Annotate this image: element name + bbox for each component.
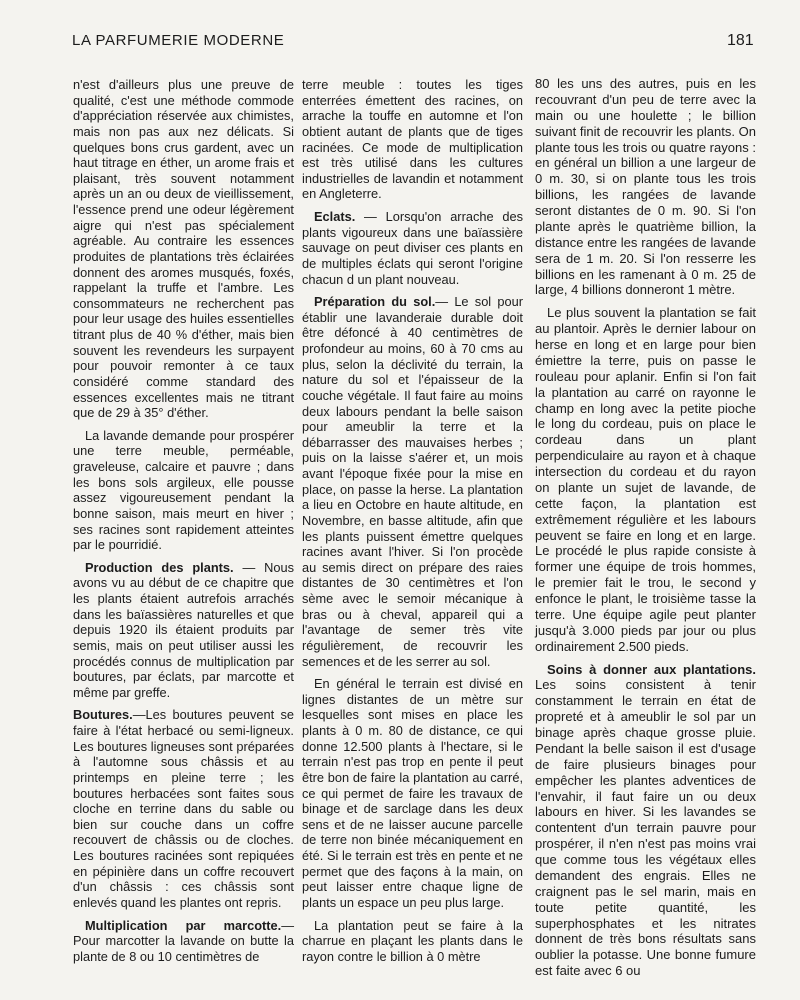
paragraph: 80 les uns des autres, puis en les recouvrant d'un peu de terre avec la main ou une houlette ; le billion suivant finit de recouvrir les plants. On plante tous les trois ou quatre rayons : en général un billion a une largeur de 0 m. 30, si on plante tous les trois billions, les rangées de lavande seront distantes de 0 m. 90. Si l'on plante après le quatrième billion, la distance entre les rangées de lavande sera de 1 m. 20. Si l'on resserre les billions en les ramenant à 0 m. 25 de large, 4 billions donneront 1 mètre. xyxy=(535,76,756,298)
paragraph: Eclats. — Lorsqu'on arrache des plants vigoureux dans une baïassière sauvage on peut diviser ces plants en de multiples éclats qui seront l'origine chacun d un plant nouveau. xyxy=(302,209,523,287)
paragraph: n'est d'ailleurs plus une preuve de qualité, c'est une méthode commode d'appréciation réservée aux chimistes, mais non pas aux nez délicats. Si quelques bons crus gardent, avec un haut titrage en éther, un arome frais et plaisant, très souvent notamment après un an ou deux de vieillissement, l'essence prend une odeur légèrement aigre qui n'est pas spécialement agréable. Au contraire les essences produites de plantations très éclairées donnent des aromes musqués, foxés, rappelant la truffe et l'ambre. Les consommateurs ne recherchent pas pour leur usage des huiles essentielles titrant plus de 40 % d'éther, mais bien souvent les revendeurs les surpayent pour pouvoir remonter à ce taux considéré comme standard des essences excellentes mais ne titrant que de 29 à 35° d'éther. xyxy=(73,77,294,421)
paragraph: Multiplication par marcotte.— Pour marcotter la lavande on butte la plante de 8 ou 10 centimètres de xyxy=(73,917,294,964)
paragraph: La plantation peut se faire à la charrue en plaçant les plants dans le rayon contre le billion à 0 mètre xyxy=(302,917,523,964)
paragraph: Le plus souvent la plantation se fait au plantoir. Après le dernier labour on herse en long et en large pour bien émiettre la terre, puis on passe le rouleau pour aplanir. Enfin si l'on fait la plantation au carré on rayonne le champ en long avec la petite pioche le long du cordeau, puis on place le cordeau dans un plant perpendiculaire au rayon et à chaque intersection du cordeau et du rayon on plante un sujet de lavande, de cette façon, la plantation est extrêmement régulière et les labours peuvent se faire en long et en large. Le procédé le plus rapide consiste à former une équipe de trois hommes, le premier fait le trou, le second y enfonce le plant, le troisième tasse la terre. Une équipe agile peut planter jusqu'à 3.000 pieds par jour ou plus ordinairement 2.500 pieds. xyxy=(535,305,756,654)
paragraph: Production des plants. — Nous avons vu au début de ce chapitre que les plants étaient autrefois arrachés dans les baïassières naturelles et que depuis 1920 ils étaient produits par semis, mais on peut utiliser aussi les procédés connus de multiplication par boutures, par éclats, par marcotte et même par greffe. xyxy=(73,559,294,700)
section-heading: Soins à donner aux plantations. xyxy=(547,661,756,677)
paragraph: terre meuble : toutes les tiges enterrées émettent des racines, on arrache la touffe en automne et l'on obtient autant de plants que de tiges racinées. Ce mode de multiplication est très utilisé dans les cultures industrielles de lavandin et notamment en Angleterre. xyxy=(302,77,523,202)
paragraph: Préparation du sol.— Le sol pour établir une lavanderaie durable doit être défoncé à 40 centimètres de profondeur au moins, 60 à 70 cms au plus, selon la déclivité du terrain, la nature du sol et l'épaisseur de la couche végétale. Il faut faire au moins deux labours pendant la belle saison pour ameublir la terre et la débarrasser des mauvaises herbes ; puis on la laisse s'aérer et, un mois avant l'époque fixée pour la mise en place, on passe la herse. La plantation a lieu en Octobre en haute altitude, en Novembre, en basse altitude, afin que les plants puissent émettre quelques racines avant l'hiver. Si l'on procède au semis direct on prépare des raies distantes de 30 centimètres et l'on sème avec le semoir mécanique à bras ou à cheval, appareil qui a l'avantage de semer très vite régulièrement, de recouvrir les semences et de les serrer au sol. xyxy=(302,294,524,669)
page-number: 181 xyxy=(727,32,754,49)
section-heading: Production des plants. xyxy=(85,559,234,575)
running-header-title: LA PARFUMERIE MODERNE xyxy=(72,32,285,49)
section-heading: Multiplication par marcotte. xyxy=(85,917,282,933)
paragraph: Soins à donner aux plantations. Les soins consistent à tenir constamment le terrain en état de propreté et à ameublir le sol par un binage après chaque grosse pluie. Pendant la belle saison il est d'usage de faire plusieurs binages pour empêcher les plantes adventices de l'envahir, il faut faire un ou deux labours en hiver. Si les lavandes se contentent d'un terrain pauvre pour prospérer, il n'en n'est pas moins vrai que comme tous les végétaux elles demandent des engrais. Elles ne craignent pas le sel marin, mais en toute petite quantité, les superphosphates et les nitrates donnent de très bons résultats sans oublier la potasse. Une bonne fumure est faite avec 6 ou xyxy=(535,661,756,979)
text-column-3 xyxy=(535,76,756,986)
section-heading: Boutures. xyxy=(73,707,133,723)
text-column-2 xyxy=(302,77,523,971)
paragraph: Boutures.—Les boutures peuvent se faire à l'état herbacé ou semi-ligneux. Les boutures ligneuses sont préparées à l'automne sous châssis et au printemps en pleine terre ; les boutures herbacées sont faites sous cloche en terrine dans du sable ou bien sur couche dans un coffre recouvert de châssis ou de cloches. Les boutures racinées sont repiquées en pépinière dans un coffre recouvert d'un châssis : ces châssis sont enlevés quand les plantes ont repris. xyxy=(73,707,294,910)
paragraph: En général le terrain est divisé en lignes distantes de un mètre sur lesquelles sont mises en place les plants à 0 m. 80 de distance, ce qui donne 12.500 plants à l'hectare, si le terrain n'est pas trop en pente il peut être bon de faire la plantation au carré, ce qui permet de faire les travaux de binage et de sarclage dans les deux sens et de ne laisser aucune parcelle de terre non binée mécaniquement en été. Si le terrain est très en pente et ne permet que des façons à la main, on peut laisser entre chaque ligne de plants un espace un peu plus large. xyxy=(302,676,523,910)
section-heading: Eclats. xyxy=(314,209,356,224)
section-heading: Préparation du sol. xyxy=(314,294,436,310)
text-column-1 xyxy=(73,77,294,971)
paragraph: La lavande demande pour prospérer une terre meuble, perméable, graveleuse, calcaire et pauvre ; dans les bons sols argileux, elle pousse assez vigoureusement pendant la bonne saison, mais meurt en hiver ; ses racines sont rapidement atteintes par le pourridié. xyxy=(73,427,294,553)
